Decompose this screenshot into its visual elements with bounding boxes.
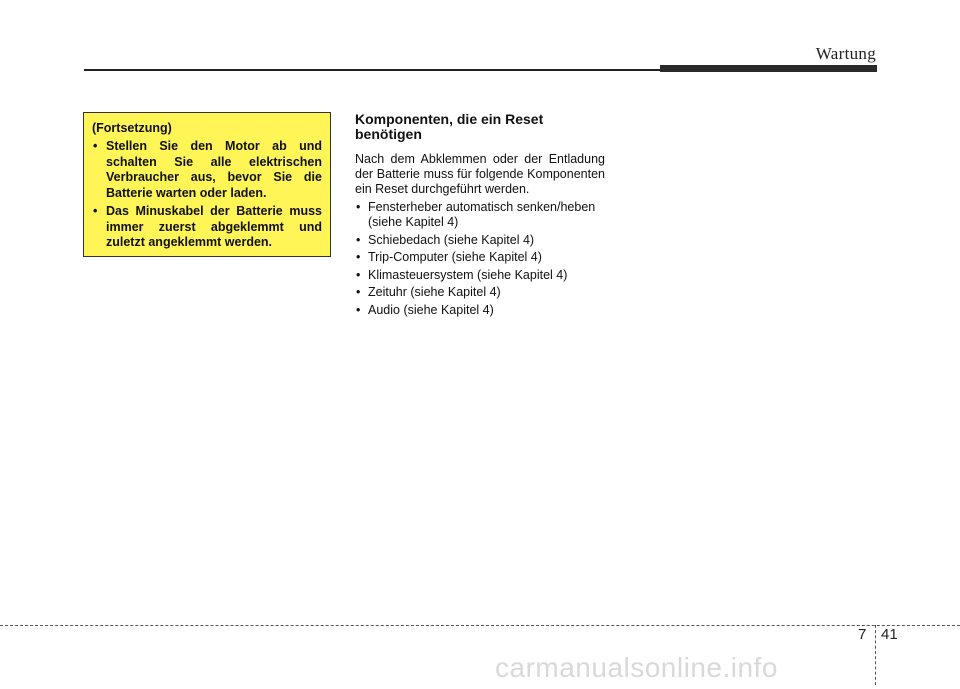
- chapter-number: 7: [858, 626, 867, 643]
- list-item: [355, 250, 605, 265]
- bullet-icon: •: [356, 267, 361, 282]
- footer-divider: [875, 625, 876, 685]
- page-header-title: Wartung: [815, 44, 876, 63]
- warning-box: [83, 112, 331, 257]
- warning-label: (Fortsetzung): [92, 121, 172, 135]
- warning-item-text: Stellen Sie den Motor ab und schalten Sie alle elektrischen Verbraucher aus, bevor Sie die Batterie warten oder laden.: [106, 139, 322, 200]
- bullet-icon: •: [356, 232, 361, 247]
- warning-item: [92, 139, 322, 201]
- list-item: [355, 285, 605, 300]
- list-item-text: Audio (siehe Kapitel 4): [368, 302, 494, 317]
- bullet-icon: •: [356, 302, 361, 317]
- footer-rule: [0, 625, 960, 626]
- section-title: Komponenten, die ein Reset benötigen: [355, 111, 544, 142]
- watermark: carmanualsonline.info: [495, 652, 778, 683]
- content-column: [355, 112, 605, 320]
- list-item-text: Zeituhr (siehe Kapitel 4): [368, 285, 501, 299]
- list-item-text: Schiebedach (siehe Kapitel 4): [368, 232, 535, 247]
- header-rule-thick: [660, 65, 877, 72]
- bullet-icon: •: [356, 285, 361, 299]
- bullet-icon: •: [356, 200, 361, 214]
- warning-list: [92, 139, 322, 251]
- component-list: [355, 200, 605, 318]
- bullet-icon: •: [93, 139, 98, 153]
- section-paragraph: Nach dem Abklemmen oder der Entladung der Batterie muss für folgende Komponenten ein Reset durchgeführt werden.: [355, 152, 605, 196]
- list-item: [355, 268, 605, 283]
- list-item-text: Trip-Computer (siehe Kapitel 4): [368, 250, 542, 264]
- bullet-icon: •: [93, 204, 98, 218]
- header-rule-thin: [84, 69, 660, 71]
- list-item: [355, 303, 605, 318]
- list-item-text: Klimasteuersystem (siehe Kapitel 4): [368, 267, 568, 282]
- warning-item-text: Das Minuskabel der Batterie muss immer zuerst abgeklemmt und zuletzt angeklemmt werden.: [106, 204, 322, 249]
- list-item: [355, 233, 605, 248]
- warning-item: [92, 204, 322, 251]
- list-item: [355, 200, 605, 230]
- page-number: 41: [881, 626, 898, 643]
- bullet-icon: •: [356, 250, 361, 264]
- list-item-text: Fensterheber automatisch senken/heben (siehe Kapitel 4): [368, 200, 596, 229]
